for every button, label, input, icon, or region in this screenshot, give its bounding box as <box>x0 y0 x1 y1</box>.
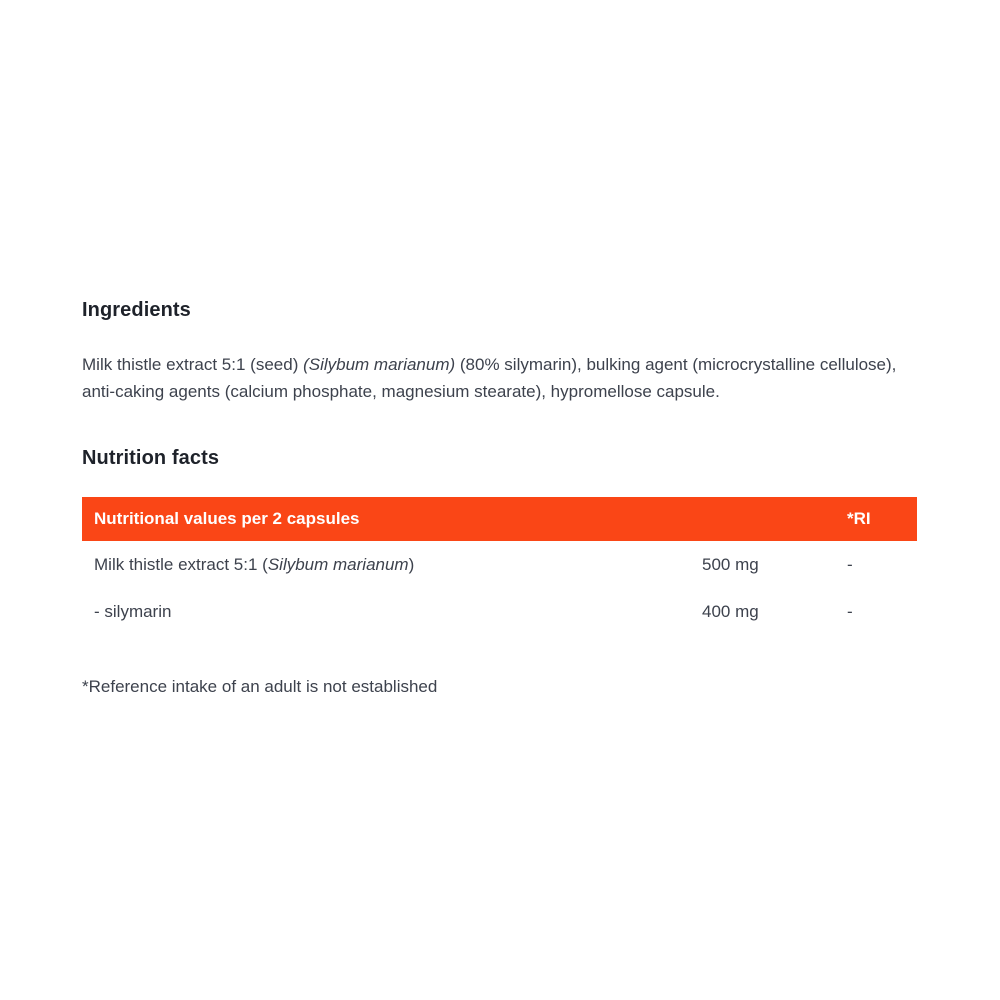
ingredients-heading: Ingredients <box>82 299 191 321</box>
row-name-latin: Silybum marianum <box>267 554 409 574</box>
nutrition-table <box>82 497 917 635</box>
row-ri-value: - <box>847 601 853 621</box>
table-row <box>82 588 917 635</box>
table-header-ri-label: *RI <box>847 509 871 528</box>
row-name-prefix: - silymarin <box>94 601 172 621</box>
row-ri-value: - <box>847 554 853 574</box>
row-name-suffix: ) <box>408 554 415 574</box>
reference-intake-footnote: *Reference intake of an adult is not established <box>82 677 438 696</box>
row-amount: 500 mg <box>702 554 759 574</box>
row-name-prefix: Milk thistle extract 5:1 ( <box>94 554 268 574</box>
ingredients-text <box>82 351 917 405</box>
table-header-label: Nutritional values per 2 capsules <box>94 509 360 528</box>
ingredients-text-part2: (80% silymarin), bulking agent (microcrystalline cellulose), anti-caking agents (calcium phosphate, magnesium stearate), hypromellose capsule. <box>82 355 897 401</box>
row-amount: 400 mg <box>702 601 759 621</box>
nutrition-table-header <box>82 497 917 541</box>
row-ingredient-name <box>94 602 702 622</box>
product-info-section <box>82 299 917 697</box>
ingredients-latin-name: (Silybum marianum) <box>303 355 456 374</box>
ingredients-text-part1: Milk thistle extract 5:1 (seed) <box>82 355 304 374</box>
table-row <box>82 541 917 588</box>
row-ingredient-name <box>94 555 702 575</box>
nutrition-facts-heading: Nutrition facts <box>82 447 220 469</box>
